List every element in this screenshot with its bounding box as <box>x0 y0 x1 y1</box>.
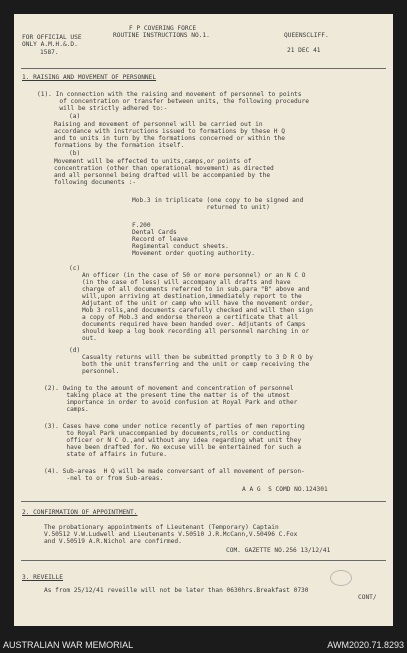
header-divider <box>21 68 386 69</box>
footer-institution: AUSTRALIAN WAR MEMORIAL <box>3 640 134 650</box>
force-title: F P COVERING FORCE <box>129 25 197 32</box>
item-b-label: (b) <box>69 150 81 157</box>
routine-title: ROUTINE INSTRUCTIONS NO.1. <box>113 32 210 39</box>
place: QUEENSCLIFF. <box>284 32 329 39</box>
item-a-label: (a) <box>69 113 81 120</box>
section-divider-2 <box>21 560 386 561</box>
ink-stamp-mark <box>330 570 352 586</box>
document-page: FOR OFFICIAL USE ONLY A.M.H.&.D. 1587. F P COVERING FORCE ROUTINE INSTRUCTIONS NO.1. QUEENSCLIFF. 21 DEC 41 1. RAISING AND MOVEMENT OF PERSONNEL (1). In connection with the raising and movement of personnel to points of concentration or transfer between units, the following procedure will be strictly adhered to:- (a) Raising and movement of personnel will be carried out in accordance with instructions issued to formations by these H Q and to units in turn by the formations concerned or within the formations by the formation itself. (b) Movement will be effected to units,camps,or points of concentration (other than operational movement) as directed and all personnel being drafted will be accompanied by the following documents :- Mob.3 in triplicate (one copy to be signed and returned to unit) F.200 Dental Cards Record of leave Regimental conduct sheets. Movement order quoting authority. (c) An officer (in the case of 50 or more personnel) or an N C O (in the case of less) will accompany all drafts and have charge of all documents referred to in sub.para "B" above and will,upon arriving at destination,immediately report to the Adjutant of the unit or camp who will have the movement order, Mob 3 rolls,and documents carefully checked and will then sign a copy of Mob.3 and endorse thereon a certificate that all documents required have been handed over. Adjutants of Camps should keep a log book recording all personnel marching in or out. (d) Casualty returns will then be submitted promptly to 3 D R O by both the unit transferring and the unit or camp receiving the personnel. (2). Owing to the amount of movement and concentration of personnel taking place at the present time the matter is of the utmost importance in order to avoid confusion at Royal Park and other camps. (3). Cases have come under notice recently of parties of men reporting to Royal Park unaccompanied by documents,rolls or conducting officer or N C O.,and without any idea regarding what unit they have been drafted for. No excuse will be entertained for such a state of affairs in future. (4). Sub-areas H Q will be made conversant of all movement of person- -nel to or from Sub-areas. A A G S COMD NO.124301 2. CONFIRMATION OF APPOINTMENT. The probationary appointments of Lieutenant (Temporary) Captain V.50512 V.W.Ludwell and Lieutenants V.50510 J.R.McCann,V.50496 C.Fox and V.50519 A.R.Nichol are confirmed. COM. GAZETTE NO.256 13/12/41 3. REVEILLE As from 25/12/41 reveille will not be later than 0630hrs.Breakfast 0730 CONT/ <box>14 14 393 626</box>
section-2-reference: COM. GAZETTE NO.256 13/12/41 <box>226 547 331 554</box>
reference-number: 1587. <box>40 49 59 56</box>
continued-marker: CONT/ <box>358 594 377 601</box>
section-1-heading: 1. RAISING AND MOVEMENT OF PERSONNEL <box>22 74 157 81</box>
item-c-label: (c) <box>69 265 81 272</box>
section-divider-1 <box>21 501 386 502</box>
archive-footer <box>0 638 407 653</box>
section-3-heading: 3. REVEILLE <box>22 574 63 581</box>
footer-accession-number: AWM2020.71.8293 <box>327 640 404 650</box>
section-1-reference: A A G S COMD NO.124301 <box>242 486 328 493</box>
classification-line-2: ONLY A.M.H.&.D. <box>22 41 78 48</box>
classification-line-1: FOR OFFICIAL USE <box>22 34 82 41</box>
date: 21 DEC 41 <box>287 47 321 54</box>
section-2-heading: 2. CONFIRMATION OF APPOINTMENT. <box>22 509 138 516</box>
item-d-label: (d) <box>69 347 81 354</box>
section-3-body: As from 25/12/41 reveille will not be later than 0630hrs.Breakfast 0730 <box>44 587 309 594</box>
